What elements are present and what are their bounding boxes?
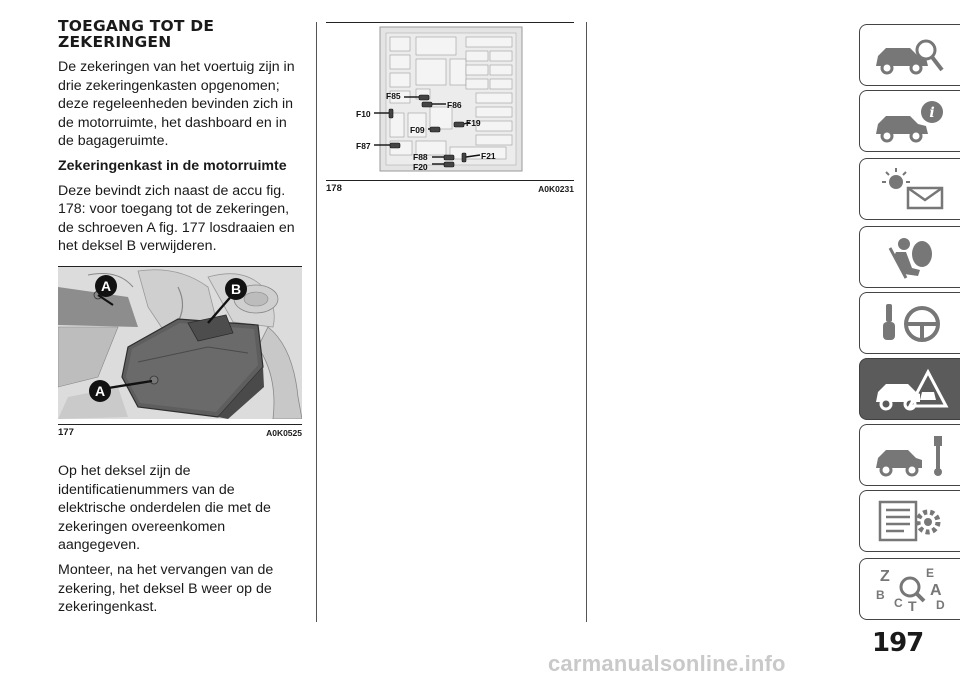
car-info-icon — [870, 98, 950, 144]
figure-178-caption — [326, 180, 574, 194]
page-number: 197 — [872, 628, 924, 658]
index-letter-e: E — [926, 566, 935, 580]
specs-gear-icon — [870, 498, 950, 544]
intro-paragraph: De zekeringen van het voertuig zijn in drie zekeringenkasten opgenomen; deze regeleenheden bevinden zich in de motorruimte, het dashboard en in de bagageruimte. — [58, 59, 295, 150]
figure-177-label-a-top: A — [100, 278, 112, 294]
sidebar-tab-maintenance[interactable] — [859, 424, 960, 486]
figure-178-illustration — [326, 23, 574, 175]
fuse-label-f19: F19 — [466, 118, 481, 128]
column-divider-right — [586, 22, 587, 622]
index-letter-a: A — [930, 582, 942, 599]
section-heading-line2: ZEKERINGEN — [58, 33, 172, 51]
text-column — [58, 18, 304, 262]
figure-178-number: 178 — [326, 183, 342, 194]
svg-text:i: i — [929, 105, 935, 121]
car-magnifier-icon — [870, 32, 950, 78]
subheading-engine-fusebox: Zekeringenkast in de motorruimte — [58, 157, 287, 174]
sidebar-tab-emergency[interactable] — [859, 358, 960, 420]
figure-178-code: A0K0231 — [538, 183, 574, 194]
figure-177-caption — [58, 424, 302, 438]
fuse-label-f88: F88 — [413, 152, 428, 162]
fuse-label-f10: F10 — [356, 109, 371, 119]
access-paragraph: Deze bevindt zich naast de accu fig. 178: voor toegang tot de zekeringen, de schroeven A fig. 177 losdraaien en het deksel B verwijderen. — [58, 182, 295, 255]
column-divider-left — [316, 22, 317, 622]
fuse-label-f87: F87 — [356, 141, 371, 151]
car-emergency-icon — [870, 366, 950, 412]
index-letter-c: C — [894, 596, 903, 610]
figure-177-code: A0K0525 — [266, 427, 302, 438]
text-column-lower — [58, 462, 304, 623]
sidebar-tab-safety[interactable] — [859, 226, 960, 288]
cover-paragraph: Op het deksel zijn de identificatienummers van de elektrische onderdelen die met de zekeringen overeenkomen aangegeven. — [58, 463, 271, 554]
figure-177-label-a-bottom: A — [94, 383, 106, 399]
car-wrench-icon — [870, 432, 950, 478]
warning-lights-icon — [870, 166, 950, 212]
fuse-label-f86: F86 — [447, 100, 462, 110]
figure-178 — [326, 22, 574, 194]
figure-177 — [58, 266, 302, 438]
figure-177-label-b: B — [230, 281, 242, 297]
fuse-label-f85: F85 — [386, 91, 401, 101]
sidebar-tab-starting-driving[interactable] — [859, 292, 960, 354]
index-letter-d: D — [936, 598, 945, 612]
figure-177-number: 177 — [58, 427, 74, 438]
sidebar-tab-technical-specs[interactable] — [859, 490, 960, 552]
section-heading-line1: TOEGANG TOT DE — [58, 17, 215, 35]
section-heading — [58, 18, 304, 50]
fuse-label-f20: F20 — [413, 162, 428, 172]
key-steering-wheel-icon — [870, 300, 950, 346]
refit-paragraph: Monteer, na het vervangen van de zekering, het deksel B weer op de zekeringenkast. — [58, 561, 274, 616]
sidebar-tab-index[interactable] — [859, 558, 960, 620]
sidebar-tab-car-info[interactable] — [859, 90, 960, 152]
airbag-seat-icon — [870, 234, 950, 280]
index-letter-t: T — [908, 598, 917, 613]
sidebar-tab-car-knowledge[interactable] — [859, 24, 960, 86]
index-letter-b: B — [876, 588, 885, 602]
alphabet-index-icon — [870, 565, 950, 613]
sidebar-tab-warning-lights[interactable] — [859, 158, 960, 220]
figure-177-illustration — [58, 267, 302, 419]
fuse-label-f21: F21 — [481, 151, 496, 161]
fuse-label-f09: F09 — [410, 125, 425, 135]
watermark: carmanualsonline.info — [548, 651, 786, 676]
index-letter-z: Z — [880, 568, 890, 585]
